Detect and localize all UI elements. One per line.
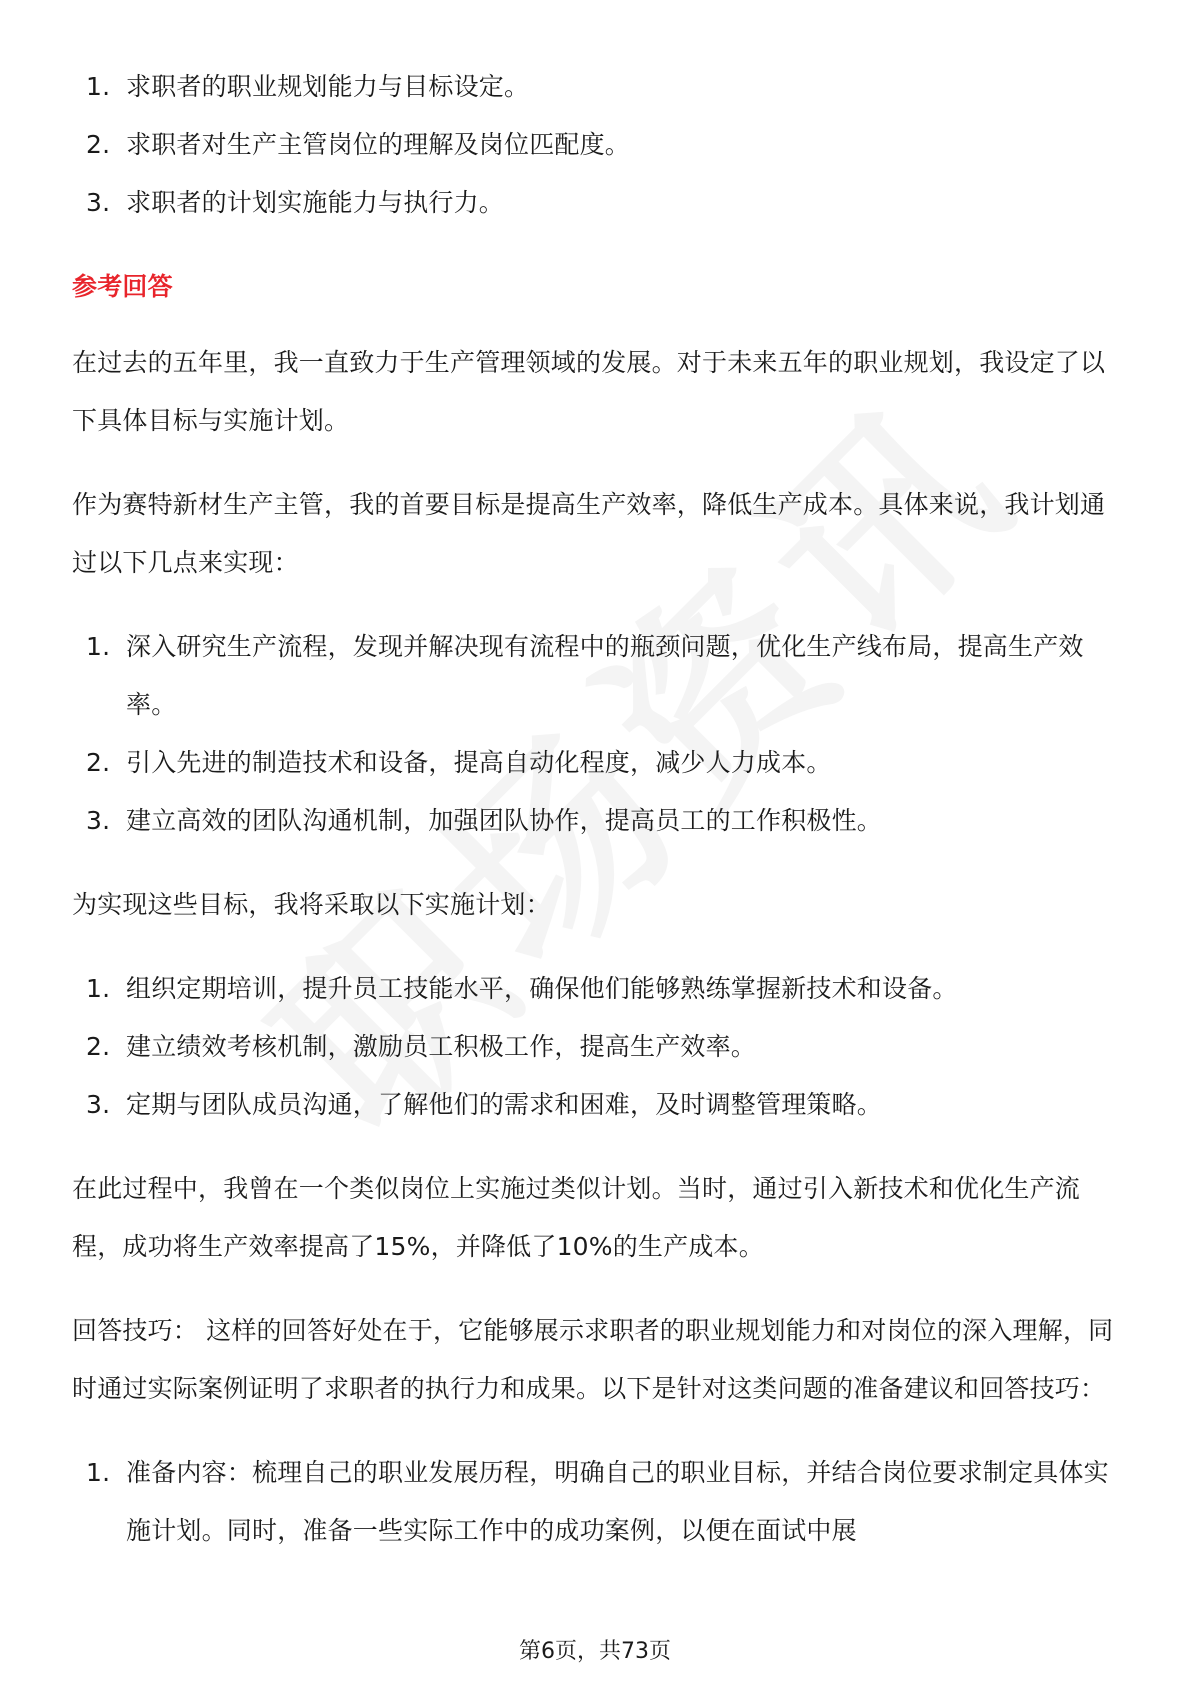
- list-item: [72, 1076, 1122, 1134]
- list-item: [72, 618, 1122, 734]
- page-footer: 第6页，共73页: [519, 1639, 671, 1664]
- plan-list: [72, 960, 1122, 1134]
- list-number: 3.: [86, 188, 111, 217]
- tips-list: [72, 1444, 1122, 1560]
- list-text: 建立绩效考核机制，激励员工积极工作，提高生产效率。: [126, 1032, 757, 1061]
- list-text: 定期与团队成员沟通，了解他们的需求和困难，及时调整管理策略。: [126, 1090, 883, 1119]
- intro-list: [72, 58, 1122, 232]
- list-text: 准备内容：梳理自己的职业发展历程，明确自己的职业目标，并结合岗位要求制定具体实施计划。同时，准备一些实际工作中的成功案例，以便在面试中展: [126, 1458, 1109, 1545]
- list-item: [72, 1018, 1122, 1076]
- list-item: [72, 792, 1122, 850]
- list-item: [72, 1444, 1122, 1560]
- list-number: 1.: [86, 632, 111, 661]
- list-item: [72, 116, 1122, 174]
- list-item: [72, 734, 1122, 792]
- paragraph: 作为赛特新材生产主管，我的首要目标是提高生产效率，降低生产成本。具体来说，我计划通过以下几点来实现：: [72, 490, 1106, 577]
- list-number: 2.: [86, 748, 111, 777]
- list-item: [72, 58, 1122, 116]
- list-text: 求职者对生产主管岗位的理解及岗位匹配度。: [126, 130, 631, 159]
- list-text: 引入先进的制造技术和设备，提高自动化程度，减少人力成本。: [126, 748, 832, 777]
- document-content: [72, 58, 1122, 1586]
- list-number: 1.: [86, 1458, 111, 1487]
- paragraph: 在此过程中，我曾在一个类似岗位上实施过类似计划。当时，通过引入新技术和优化生产流程，成功将生产效率提高了15%，并降低了10%的生产成本。: [72, 1174, 1081, 1261]
- list-text: 深入研究生产流程，发现并解决现有流程中的瓶颈问题，优化生产线布局，提高生产效率。: [126, 632, 1084, 719]
- list-text: 组织定期培训，提升员工技能水平，确保他们能够熟练掌握新技术和设备。: [126, 974, 958, 1003]
- list-text: 建立高效的团队沟通机制，加强团队协作，提高员工的工作积极性。: [126, 806, 883, 835]
- goals-list: [72, 618, 1122, 850]
- list-number: 1.: [86, 72, 111, 101]
- paragraph: 回答技巧： 这样的回答好处在于，它能够展示求职者的职业规划能力和对岗位的深入理解，同时通过实际案例证明了求职者的执行力和成果。以下是针对这类问题的准备建议和回答技巧：: [72, 1316, 1114, 1403]
- section-heading: 参考回答: [72, 272, 173, 301]
- paragraph: 为实现这些目标，我将采取以下实施计划：: [72, 890, 551, 919]
- list-number: 3.: [86, 806, 111, 835]
- list-number: 3.: [86, 1090, 111, 1119]
- list-text: 求职者的计划实施能力与执行力。: [126, 188, 505, 217]
- list-number: 2.: [86, 130, 111, 159]
- list-number: 2.: [86, 1032, 111, 1061]
- list-item: [72, 174, 1122, 232]
- list-item: [72, 960, 1122, 1018]
- paragraph: 在过去的五年里，我一直致力于生产管理领域的发展。对于未来五年的职业规划，我设定了以下具体目标与实施计划。: [72, 348, 1106, 435]
- list-text: 求职者的职业规划能力与目标设定。: [126, 72, 530, 101]
- list-number: 1.: [86, 974, 111, 1003]
